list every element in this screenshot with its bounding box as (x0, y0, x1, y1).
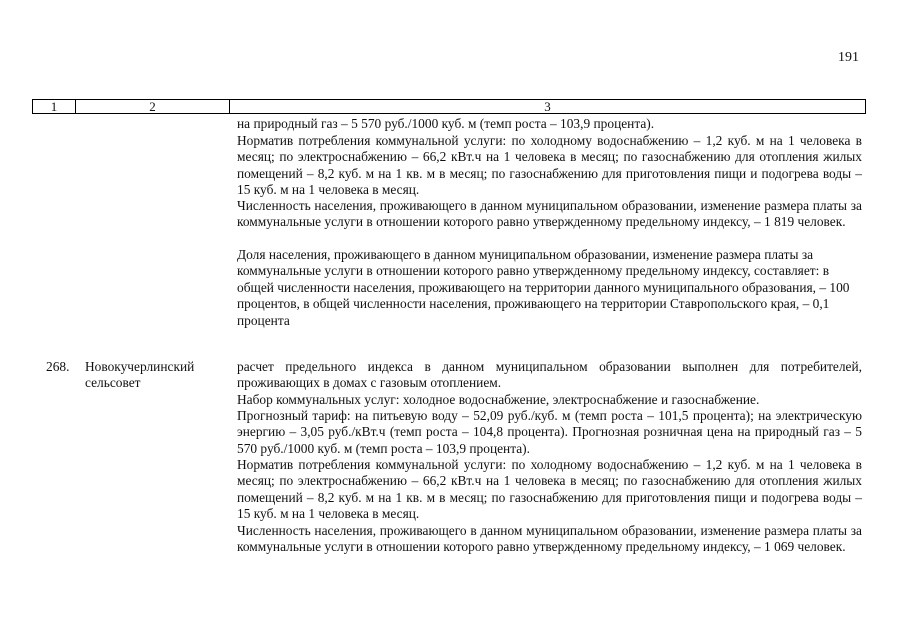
entry-population-count: Численность населения, проживающего в данном муниципальном образовании, изменение размера платы за коммунальные услуги в отношении которого равно утвержденному предельному индексу, – 1 069 человек. (237, 523, 862, 555)
continuation-consumption-norm: Норматив потребления коммунальной услуги: по холодному водоснабжению – 1,2 куб. м на 1 человека в месяц; по электроснабжению – 66,2 кВт.ч на 1 человека в месяц; по газоснабжению для отопления жилых помещений – 8,2 куб. м на 1 кв. м в месяц; по газоснабжению для приготовления пищи и подогрева воды – 15 куб. м на 1 человека в месяц. (237, 133, 862, 198)
entry-forecast-tariff: Прогнозный тариф: на питьевую воду – 52,09 руб./куб. м (темп роста – 101,5 процента); на электрическую энергию – 3,05 руб./кВт.ч (темп роста – 104,8 процента). Прогнозная розничная цена на природный газ – 5 570 руб./1000 куб. м (темп роста – 103,9 процента). (237, 408, 862, 456)
entry-municipality-name (85, 359, 194, 392)
header-col-3: 3 (544, 99, 551, 114)
page-number: 191 (838, 50, 859, 65)
entry-name-line-1: Новокучерлинский (85, 359, 195, 374)
continuation-population-share: Доля населения, проживающего в данном муниципальном образовании, изменение размера платы за коммунальные услуги в отношении которого равно утвержденному предельному индексу, составляет: в общей численности населения, проживающего на территории данного муниципального образования, – 100 процентов, в общей численности населения, проживающего на территории Ставропольского края, – 0,1 процента (237, 247, 850, 328)
continuation-gas-price: на природный газ – 5 570 руб./1000 куб. м (темп роста – 103,9 процента). (237, 116, 655, 131)
entry-number: 268. (46, 359, 70, 374)
continuation-population-count: Численность населения, проживающего в данном муниципальном образовании, изменение размера платы за коммунальные услуги в отношении которого равно утвержденному предельному индексу, – 1 819 человек. (237, 198, 862, 230)
header-col-1: 1 (33, 100, 76, 113)
entry-name-line-2: сельсовет (85, 375, 141, 391)
header-col-2: 2 (76, 100, 230, 113)
table-header-row (32, 99, 866, 114)
entry-services-set: Набор коммунальных услуг: холодное водоснабжение, электроснабжение и газоснабжение. (237, 392, 760, 407)
entry-consumption-norm: Норматив потребления коммунальной услуги: по холодному водоснабжению – 1,2 куб. м на 1 человека в месяц; по электроснабжению – 66,2 кВт.ч на 1 человека в месяц; по газоснабжению для отопления жилых помещений – 8,2 куб. м на 1 кв. м в месяц; по газоснабжению для приготовления пищи и подогрева воды – 15 куб. м на 1 человека в месяц. (237, 457, 862, 522)
entry-calculation-basis: расчет предельного индекса в данном муниципальном образовании выполнен для потребителей, проживающих в домах с газовым отоплением. (237, 359, 862, 391)
